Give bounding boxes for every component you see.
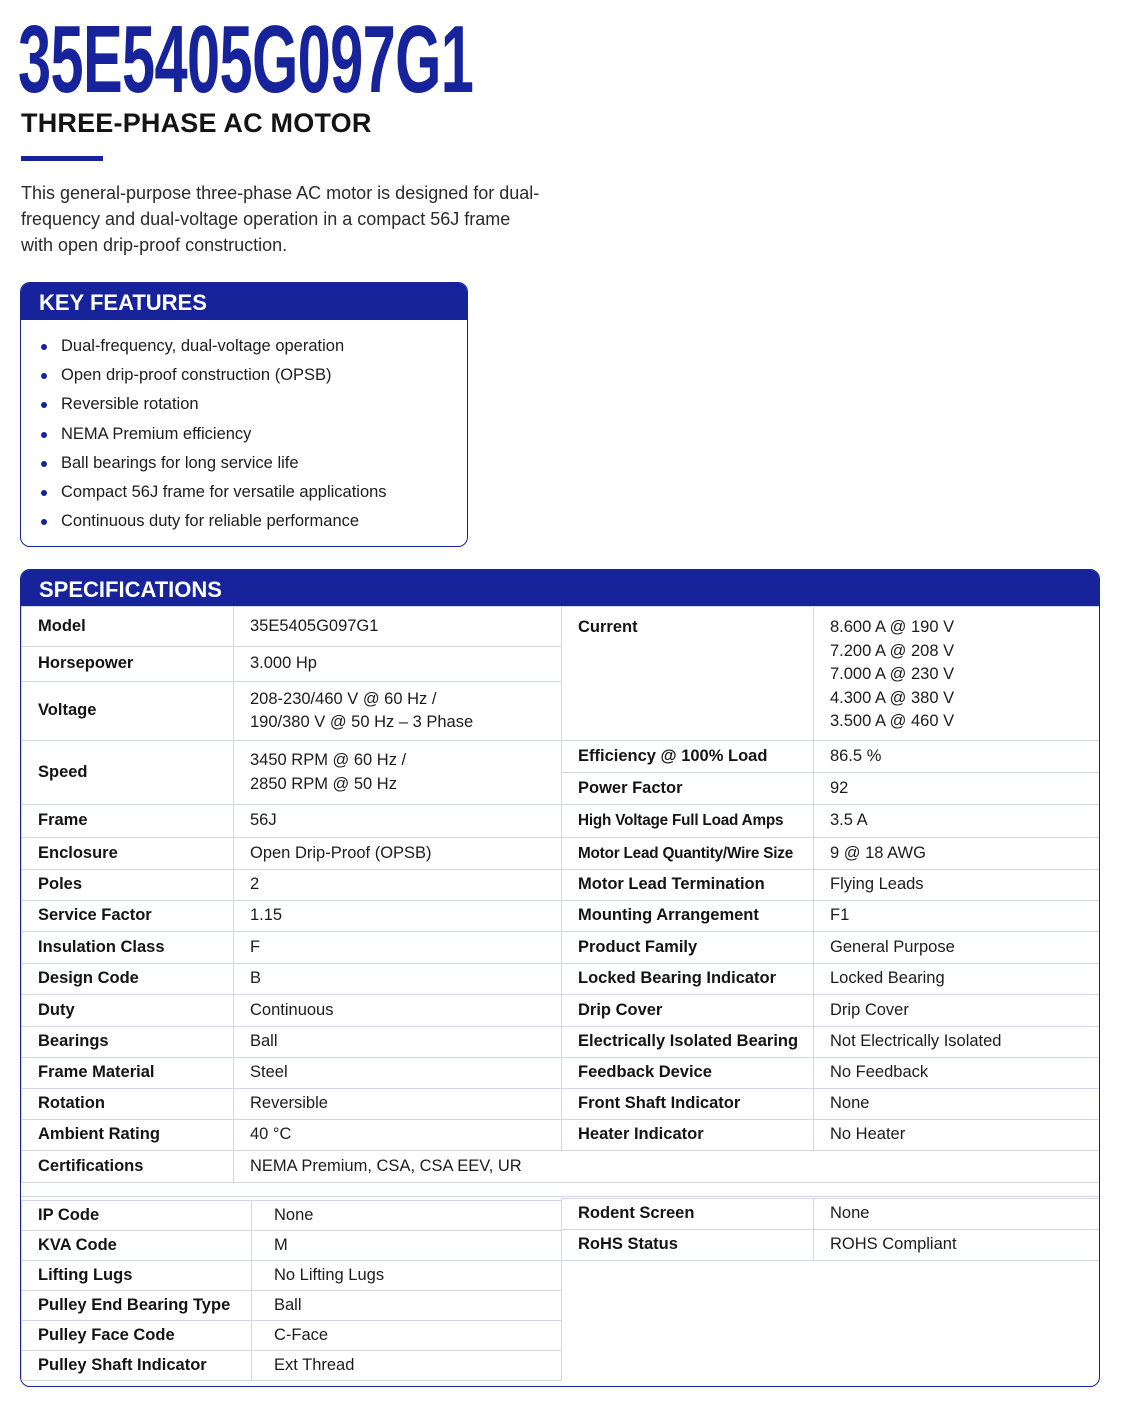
- spec-label: Insulation Class: [22, 932, 234, 964]
- key-features-title: KEY FEATURES: [21, 283, 467, 320]
- table-divider: [21, 1196, 1100, 1197]
- feature-item: NEMA Premium efficiency: [39, 420, 467, 449]
- spec-value: Ball: [252, 1291, 562, 1321]
- spec-value: Ball: [234, 1027, 562, 1058]
- spec-value: None: [814, 1089, 1101, 1120]
- spec-label: Rotation: [22, 1089, 234, 1120]
- spec-value: 35E5405G097G1: [234, 607, 562, 647]
- spec-label: Electrically Isolated Bearing: [562, 1027, 814, 1058]
- spec-label: Service Factor: [22, 901, 234, 932]
- feature-item: Dual-frequency, dual-voltage operation: [39, 332, 467, 361]
- table-row: [22, 1201, 562, 1231]
- spec-value: 86.5 %: [814, 741, 1101, 773]
- spec-value: 9 @ 18 AWG: [814, 838, 1101, 870]
- spec-label: Horsepower: [22, 647, 234, 682]
- table-row: [22, 1291, 562, 1321]
- specifications-table: [21, 606, 1100, 1183]
- voltage-line-2: 190/380 V @ 50 Hz – 3 Phase: [250, 713, 474, 731]
- feature-item: Continuous duty for reliable performance: [39, 507, 467, 536]
- spec-label: Heater Indicator: [562, 1120, 814, 1151]
- spec-value: 1.15: [234, 901, 562, 932]
- voltage-line-1: 208-230/460 V @ 60 Hz /: [250, 689, 437, 708]
- spec-value: No Heater: [814, 1120, 1101, 1151]
- table-row: [562, 1230, 1101, 1261]
- current-values: [814, 607, 1101, 741]
- spec-label: Efficiency @ 100% Load: [562, 741, 814, 773]
- spec-value: 3.5 A: [814, 805, 1101, 838]
- table-row: [22, 1089, 1101, 1120]
- spec-value: F1: [814, 901, 1101, 932]
- spec-value: [234, 741, 562, 805]
- spec-label: Frame: [22, 805, 234, 838]
- spec-value: Drip Cover: [814, 995, 1101, 1027]
- feature-item: Compact 56J frame for versatile applications: [39, 478, 467, 507]
- spec-value: None: [252, 1201, 562, 1231]
- spec-label: Power Factor: [562, 773, 814, 805]
- specifications-panel: [20, 569, 1100, 1387]
- feature-item: Reversible rotation: [39, 390, 467, 419]
- spec-value: 7.200 A @ 208 V: [830, 641, 955, 660]
- table-row: [22, 838, 1101, 870]
- spec-label: Voltage: [22, 682, 234, 741]
- spec-label: Speed: [22, 741, 234, 805]
- spec-value: 3.000 Hp: [234, 647, 562, 682]
- speed-line-1: 3450 RPM @ 60 Hz /: [250, 751, 407, 769]
- spec-value: Flying Leads: [814, 870, 1101, 901]
- spec-value: 3.500 A @ 460 V: [830, 712, 955, 730]
- spec-value: 4.300 A @ 380 V: [830, 688, 955, 707]
- spec-label: Bearings: [22, 1027, 234, 1058]
- spec-label: RoHS Status: [562, 1230, 814, 1261]
- spec-label: Frame Material: [22, 1058, 234, 1089]
- spec-label: Mounting Arrangement: [562, 901, 814, 932]
- spec-value: Reversible: [234, 1089, 562, 1120]
- product-description: This general-purpose three-phase AC motor is designed for dual-frequency and dual-voltage operation in a compact 56J frame with open drip-proof construction.: [21, 183, 540, 255]
- spec-label: Current: [562, 607, 814, 741]
- spec-value: [234, 682, 562, 741]
- spec-label: IP Code: [22, 1201, 252, 1231]
- table-row: [22, 1058, 1101, 1089]
- table-row: [562, 1199, 1101, 1230]
- spec-label: Poles: [22, 870, 234, 901]
- spec-value: NEMA Premium, CSA, CSA EEV, UR: [234, 1151, 1101, 1183]
- spec-value: Open Drip-Proof (OPSB): [234, 838, 562, 870]
- spec-value: ROHS Compliant: [814, 1230, 1101, 1261]
- speed-line-2: 2850 RPM @ 50 Hz: [250, 774, 397, 793]
- spec-value: No Feedback: [814, 1058, 1101, 1089]
- spec-label: Model: [22, 607, 234, 647]
- spec-label: Motor Lead Quantity/Wire Size: [562, 838, 814, 870]
- spec-value: Not Electrically Isolated: [814, 1027, 1101, 1058]
- table-row: [22, 1120, 1101, 1151]
- spec-label: Rodent Screen: [562, 1199, 814, 1230]
- additional-specs-right: [561, 1198, 1100, 1261]
- spec-value: B: [234, 964, 562, 995]
- table-row: [22, 1351, 562, 1381]
- spec-label: KVA Code: [22, 1231, 252, 1261]
- spec-label: Design Code: [22, 964, 234, 995]
- product-subtitle: THREE-PHASE AC MOTOR: [21, 108, 372, 138]
- table-row: [22, 932, 1101, 964]
- spec-label: Motor Lead Termination: [562, 870, 814, 901]
- table-row: [22, 805, 1101, 838]
- feature-item: Ball bearings for long service life: [39, 449, 467, 478]
- spec-label: Pulley End Bearing Type: [22, 1291, 252, 1321]
- spec-label: Enclosure: [22, 838, 234, 870]
- spec-value: C-Face: [252, 1321, 562, 1351]
- table-row: [22, 741, 1101, 773]
- table-row: [22, 995, 1101, 1027]
- spec-label: High Voltage Full Load Amps: [562, 805, 814, 838]
- spec-label: Ambient Rating: [22, 1120, 234, 1151]
- feature-item: Open drip-proof construction (OPSB): [39, 361, 467, 390]
- table-row: [22, 1261, 562, 1291]
- spec-value: Continuous: [234, 995, 562, 1027]
- spec-label: Product Family: [562, 932, 814, 964]
- spec-label: Certifications: [22, 1151, 234, 1183]
- spec-value: 40 °C: [234, 1120, 562, 1151]
- spec-label: Locked Bearing Indicator: [562, 964, 814, 995]
- table-row: [22, 1321, 562, 1351]
- spec-value: 7.000 A @ 230 V: [830, 665, 955, 683]
- spec-value: Steel: [234, 1058, 562, 1089]
- spec-value: 2: [234, 870, 562, 901]
- specifications-title: SPECIFICATIONS: [21, 570, 1099, 606]
- accent-rule: [21, 156, 103, 161]
- spec-value: None: [814, 1199, 1101, 1230]
- spec-label: Pulley Shaft Indicator: [22, 1351, 252, 1381]
- spec-value: Locked Bearing: [814, 964, 1101, 995]
- spec-label: Duty: [22, 995, 234, 1027]
- key-features-panel: [20, 282, 468, 547]
- table-row: [22, 1027, 1101, 1058]
- spec-value: No Lifting Lugs: [252, 1261, 562, 1291]
- table-row: [22, 901, 1101, 932]
- spec-value: 92: [814, 773, 1101, 805]
- spec-value: F: [234, 932, 562, 964]
- spec-value: Ext Thread: [252, 1351, 562, 1381]
- features-list: [21, 320, 467, 536]
- additional-specs-left: [21, 1200, 562, 1381]
- spec-label: Feedback Device: [562, 1058, 814, 1089]
- spec-value: General Purpose: [814, 932, 1101, 964]
- spec-value: 8.600 A @ 190 V: [830, 618, 955, 636]
- table-row: [22, 870, 1101, 901]
- table-row: [22, 964, 1101, 995]
- spec-label: Front Shaft Indicator: [562, 1089, 814, 1120]
- model-number: 35E5405G097G1: [18, 6, 474, 113]
- spec-value: 56J: [234, 805, 562, 838]
- spec-value: M: [252, 1231, 562, 1261]
- table-row: [22, 1151, 1101, 1183]
- table-row: [22, 1231, 562, 1261]
- table-row: [22, 607, 1101, 647]
- spec-label: Pulley Face Code: [22, 1321, 252, 1351]
- spec-label: Drip Cover: [562, 995, 814, 1027]
- spec-label: Lifting Lugs: [22, 1261, 252, 1291]
